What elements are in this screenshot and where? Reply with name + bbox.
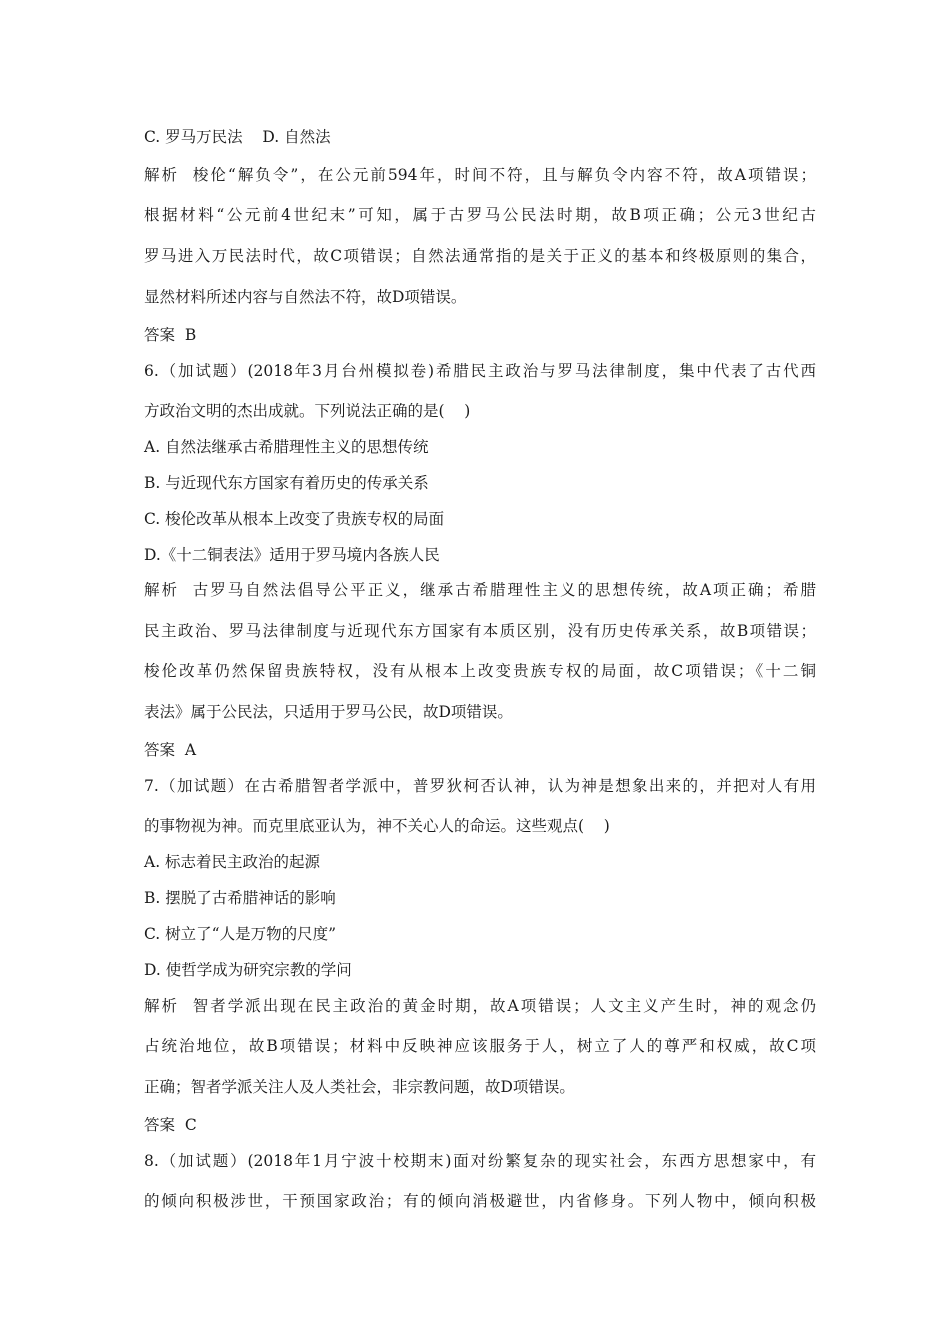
q7-option-d: D. 使哲学成为研究宗教的学问 [144,961,352,979]
q7-analysis-line-1: 解析 智者学派出现在民主政治的黄金时期，故A项错误；人文主义产生时，神的观念仍 [144,997,816,1015]
q7-analysis-line-3: 正确；智者学派关注人及人类社会，非宗教问题，故D项错误。 [144,1078,575,1096]
q6-option-d: D.《十二铜表法》适用于罗马境内各族人民 [144,546,440,564]
q6-option-a: A. 自然法继承古希腊理性主义的思想传统 [144,438,429,456]
q7-stem-line-1: 7.（加试题）在古希腊智者学派中，普罗狄柯否认神，认为神是想象出来的，并把对人有用 [144,777,816,795]
q7-stem-line-2: 的事物视为神。而克里底亚认为，神不关心人的命运。这些观点( ) [144,817,610,835]
q7-answer: 答案 C [144,1116,197,1134]
q5-answer: 答案 B [144,326,197,344]
q6-option-c: C. 梭伦改革从根本上改变了贵族专权的局面 [144,510,445,528]
q5-analysis-line-2: 根据材料“公元前4世纪末”可知，属于古罗马公民法时期，故B项正确；公元3世纪古 [144,206,816,224]
q6-answer: 答案 A [144,741,197,759]
q5-analysis-line-3: 罗马进入万民法时代，故C项错误；自然法通常指的是关于正义的基本和终极原则的集合， [144,247,816,265]
option-5c-5d: C. 罗马万民法 D. 自然法 [144,128,331,146]
q8-stem-line-1: 8.（加试题）(2018年1月宁波十校期末)面对纷繁复杂的现实社会，东西方思想家中，有 [144,1152,816,1170]
q6-stem-line-1: 6.（加试题）(2018年3月台州模拟卷)希腊民主政治与罗马法律制度，集中代表了古代西 [144,362,816,380]
q7-option-c: C. 树立了“人是万物的尺度” [144,925,337,943]
q6-stem-line-2: 方政治文明的杰出成就。下列说法正确的是( ) [144,402,471,420]
q8-stem-line-2: 的倾向积极涉世，干预国家政治；有的倾向消极避世，内省修身。下列人物中，倾向积极 [144,1192,816,1210]
q5-analysis-line-1: 解析 梭伦“解负令”，在公元前594年，时间不符，且与解负令内容不符，故A项错误； [144,166,816,184]
q6-option-b: B. 与近现代东方国家有着历史的传承关系 [144,474,429,492]
q7-option-a: A. 标志着民主政治的起源 [144,853,321,871]
q6-analysis-line-3: 梭伦改革仍然保留贵族特权，没有从根本上改变贵族专权的局面，故C项错误；《十二铜 [144,662,816,680]
q5-analysis-line-4: 显然材料所述内容与自然法不符，故D项错误。 [144,288,467,306]
q6-analysis-line-2: 民主政治、罗马法律制度与近现代东方国家有本质区别，没有历史传承关系，故B项错误； [144,622,816,640]
q6-analysis-line-4: 表法》属于公民法，只适用于罗马公民，故D项错误。 [144,703,513,721]
q7-option-b: B. 摆脱了古希腊神话的影响 [144,889,336,907]
q7-analysis-line-2: 占统治地位，故B项错误；材料中反映神应该服务于人，树立了人的尊严和权威，故C项 [144,1037,816,1055]
q6-analysis-line-1: 解析 古罗马自然法倡导公平正义，继承古希腊理性主义的思想传统，故A项正确；希腊 [144,581,816,599]
